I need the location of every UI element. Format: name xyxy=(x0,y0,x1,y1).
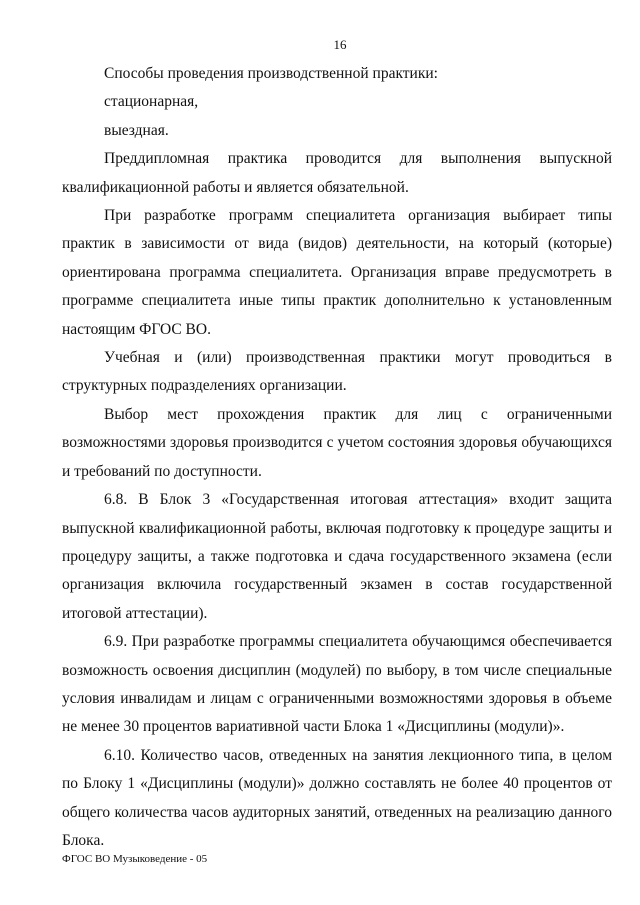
practice-method-stationary: стационарная, xyxy=(104,93,199,111)
document-body xyxy=(62,60,612,855)
page-number: 16 xyxy=(333,37,347,52)
paragraph-disabilities: Выбор мест прохождения практик для лиц с ограниченными возможностями здоровья производится с учетом состояния здоровья обучающихся и требований по доступности. xyxy=(62,405,612,480)
practice-methods-heading: Способы проведения производственной практики: xyxy=(104,65,438,82)
paragraph-6-10: 6.10. Количество часов, отведенных на занятия лекционного типа, в целом по Блоку 1 «Дисциплины (модули)» должно составлять не более 40 процентов от общего количества часов аудиторных занятий, отведенных на реализацию данного Блока. xyxy=(62,746,612,849)
paragraph-practice-types: При разработке программ специалитета организация выбирает типы практик в зависимости от вида (видов) деятельности, на который (которые) ориентирована программа специалитета. Организация вправе предусмотреть в программе специалитета иные типы практик дополнительно к установленным настоящим ФГОС ВО. xyxy=(62,207,612,338)
practice-method-field: выездная. xyxy=(104,121,169,139)
paragraph-structural-units: Учебная и (или) производственная практики могут проводиться в структурных подразделениях организации. xyxy=(62,349,612,395)
paragraph-6-9: 6.9. При разработке программы специалитета обучающимся обеспечивается возможность освоения дисциплин (модулей) по выбору, в том числе специальные условия инвалидам и лицам с ограниченными возможностями здоровья в объеме не менее 30 процентов вариативной части Блока 1 «Дисциплины (модули)». xyxy=(62,633,612,736)
document-footer: ФГОС ВО Музыковедение - 05 xyxy=(62,853,208,865)
paragraph-6-8: 6.8. В Блок 3 «Государственная итоговая аттестация» входит защита выпускной квалификационной работы, включая подготовку к процедуре защиты и процедуру защиты, а также подготовка и сдача государственного экзамена (если организация включила государственный экзамен в состав государственной итоговой аттестации). xyxy=(62,491,612,622)
paragraph-prediploma: Преддипломная практика проводится для выполнения выпускной квалификационной работы и является обязательной. xyxy=(62,150,612,196)
